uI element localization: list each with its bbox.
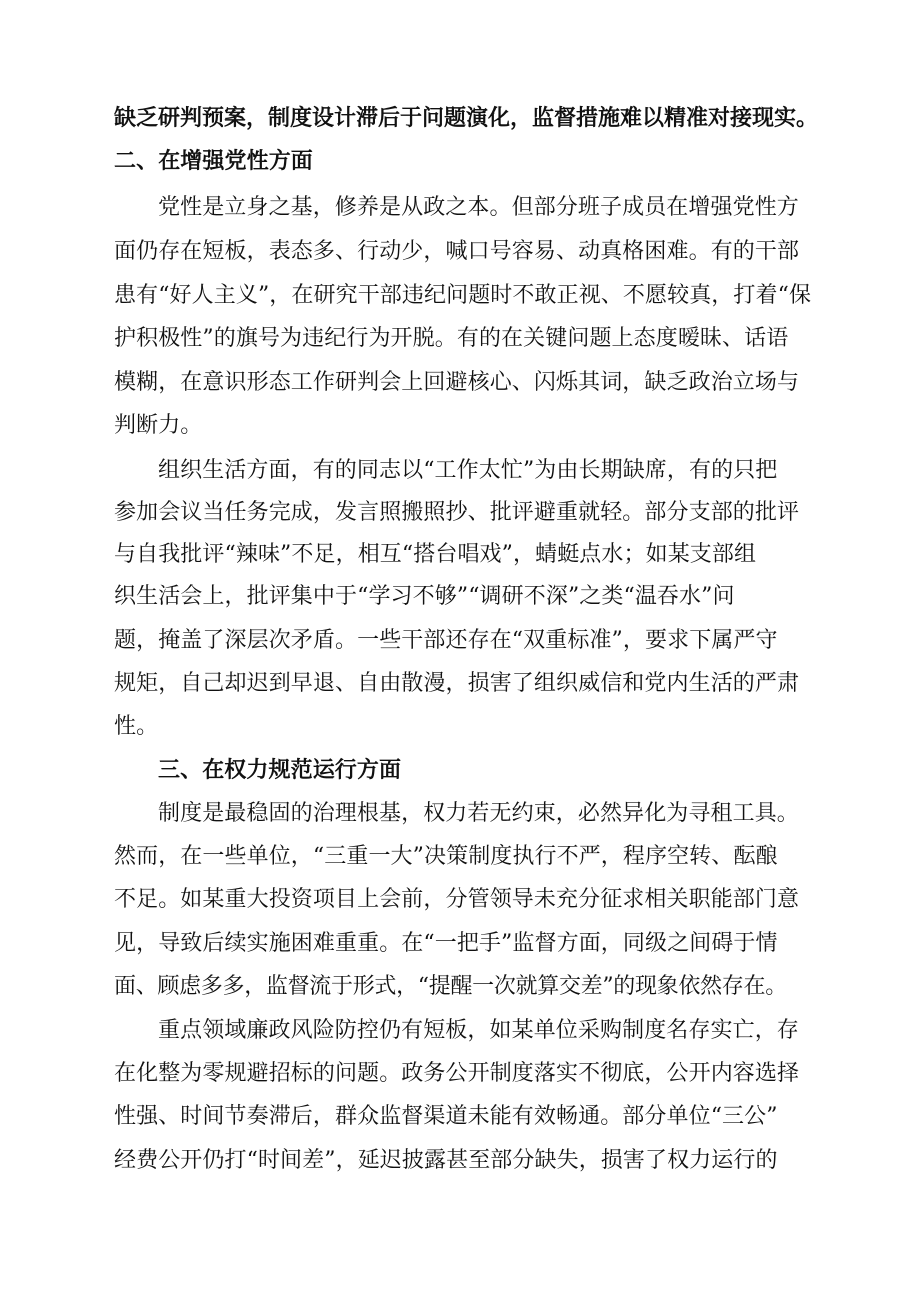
paragraph-line: 参加会议当任务完成，发言照搬照抄、批评避重就轻。部分支部的批评 [114, 500, 800, 525]
paragraph-line: 制度是最稳固的治理根基，权力若无约束，必然异化为寻租工具。 [158, 801, 799, 826]
paragraph-line: 性。 [114, 714, 159, 739]
intro-line: 缺乏研判预案，制度设计滞后于问题演化，监督措施难以精准对接现实。 [114, 105, 819, 131]
paragraph-line: 党性是立身之基，修养是从政之本。但部分班子成员在增强党性方 [158, 195, 799, 220]
section-heading-party-spirit: 二、在增强党性方面 [114, 149, 313, 174]
paragraph-line: 护积极性”的旗号为违纪行为开脱。有的在关键问题上态度暧昧、话语 [114, 326, 789, 351]
paragraph-line: 面仍存在短板，表态多、行动少，喊口号容易、动真格困难。有的干部 [114, 239, 800, 264]
paragraph-line: 面、顾虑多多，监督流于形式，“提醒一次就算交差”的现象依然存在。 [114, 974, 787, 999]
paragraph-line: 不足。如某重大投资项目上会前，分管领导未充分征求相关职能部门意 [114, 887, 800, 912]
paragraph-line: 重点领域廉政风险防控仍有短板，如某单位采购制度名存实亡，存 [158, 1018, 799, 1043]
paragraph-line: 性强、时间节奏滞后，群众监督渠道未能有效畅通。部分单位“三公” [114, 1104, 778, 1129]
paragraph-line: 规矩，自己却迟到早退、自由散漫，损害了组织威信和党内生活的严肃 [114, 671, 800, 696]
paragraph-line: 模糊，在意识形态工作研判会上回避核心、闪烁其词，缺乏政治立场与 [114, 370, 800, 395]
paragraph-line: 与自我批评“辣味”不足，相互“搭台唱戏”，蜻蜓点水；如某支部组 [114, 542, 757, 567]
paragraph-line: 织生活会上，批评集中于“学习不够”“调研不深”之类“温吞水”问 [114, 584, 735, 609]
paragraph-line: 患有“好人主义”，在研究干部违纪问题时不敢正视、不愿较真，打着“保 [114, 283, 812, 308]
paragraph-line: 题，掩盖了深层次矛盾。一些干部还存在“双重标准”，要求下属严守 [114, 628, 778, 653]
paragraph-line: 见，导致后续实施困难重重。在“一把手”监督方面，同级之间碍于情 [114, 931, 778, 956]
paragraph-line: 然而，在一些单位，“三重一大”决策制度执行不严，程序空转、酝酿 [114, 844, 778, 869]
paragraph-line: 组织生活方面，有的同志以“工作太忙”为由长期缺席，有的只把 [158, 458, 778, 483]
section-heading-power-operation: 三、在权力规范运行方面 [158, 758, 402, 783]
paragraph-line: 经费公开仍打“时间差”，延迟披露甚至部分缺失，损害了权力运行的 [114, 1148, 778, 1173]
paragraph-line: 判断力。 [114, 413, 203, 438]
paragraph-line: 在化整为零规避招标的问题。政务公开制度落实不彻底，公开内容选择 [114, 1061, 800, 1086]
